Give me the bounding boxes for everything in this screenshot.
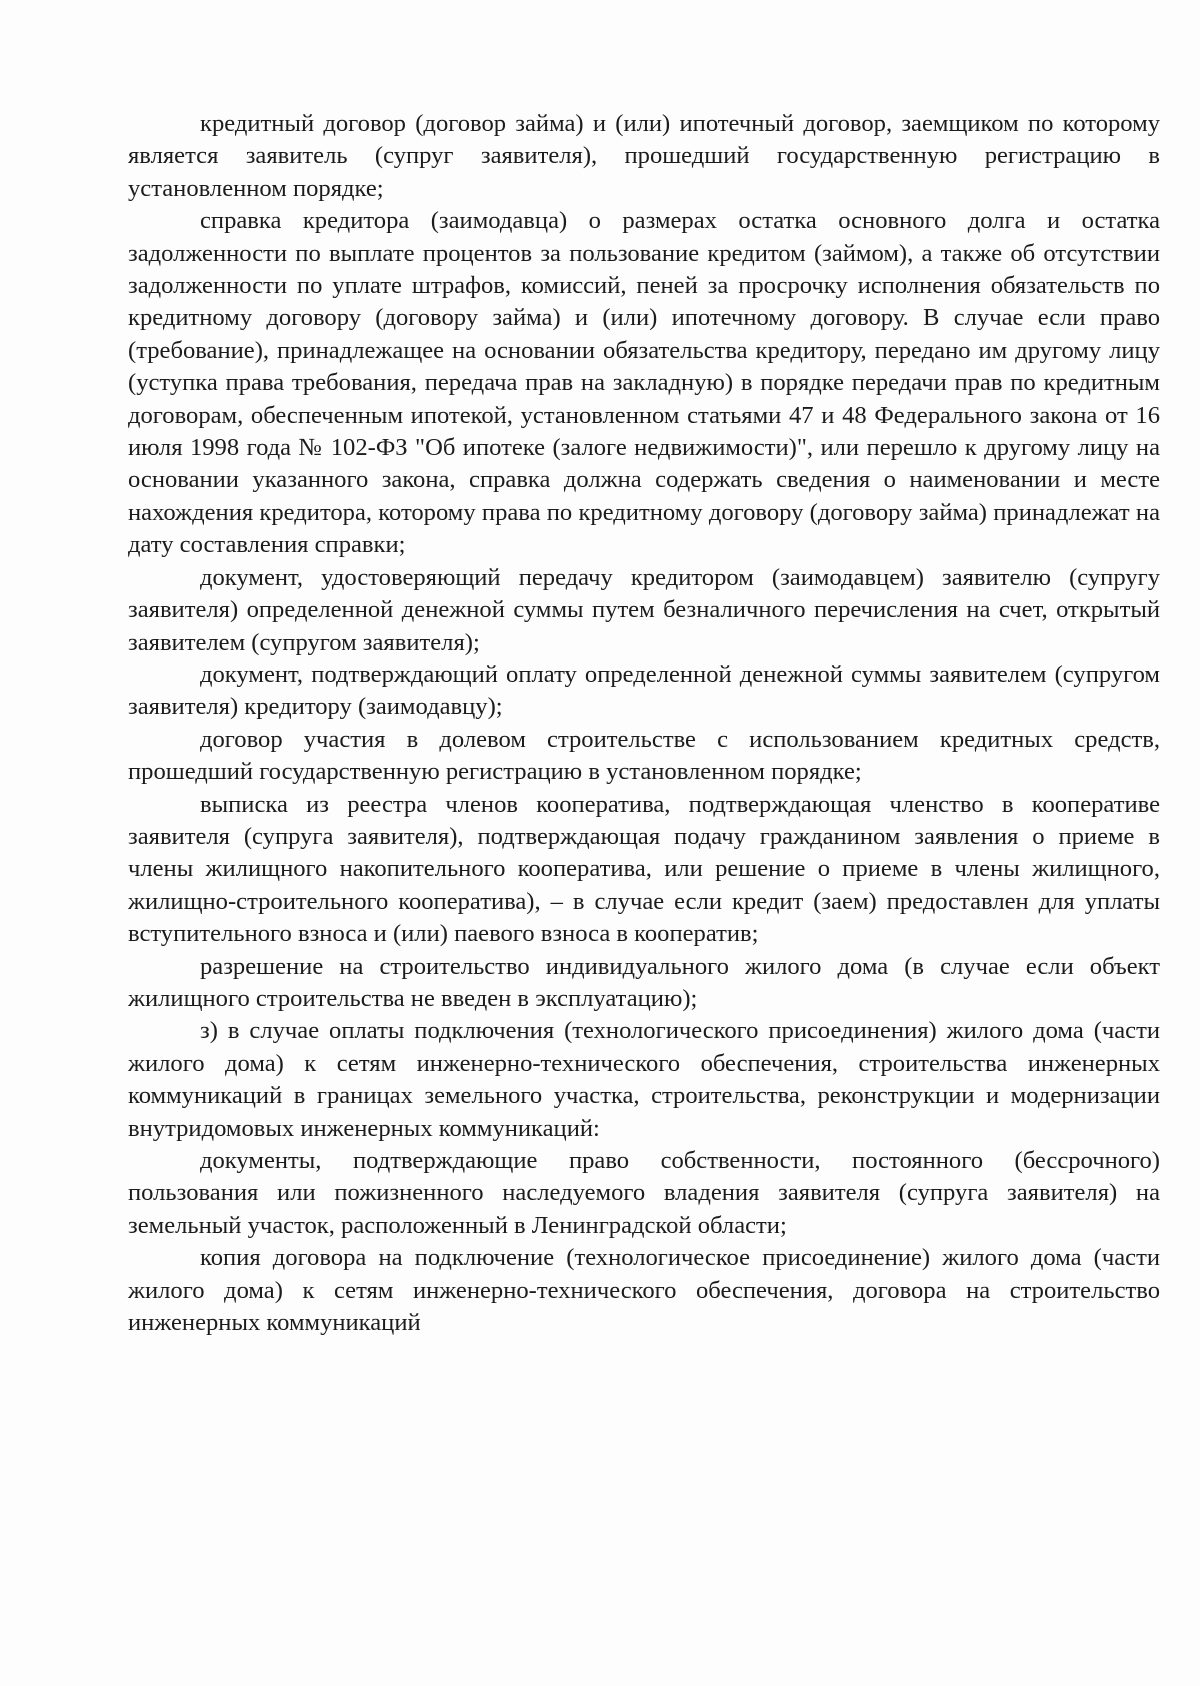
paragraph-construction-permit: разрешение на строительство индивидуального жилого дома (в случае если объект жилищного строительства не введен в эксплуатацию); xyxy=(128,952,1160,1012)
paragraph-creditor-certificate: справка кредитора (заимодавца) о размерах остатка основного долга и остатка задолженности по выплате процентов за пользование кредитом (займом), а также об отсутствии задолженности по уплате штрафов, комиссий, пеней за просрочку исполнения обязательств по кредитному договору (договору займа) и (или) ипотечному договору. В случае если право (требование), принадлежащее на основании обязательства кредитору, передано им другому лицу (уступка права требования, передача прав на закладную) в порядке передачи прав по кредитным договорам, обеспеченным ипотекой, установленном статьями 47 и 48 Федерального закона от 16 июля 1998 года № 102-ФЗ "Об ипотеке (залоге недвижимости)", или перешло к другому лицу на основании указанного закона, справка должна содержать сведения о наименовании и месте нахождения кредитора, которому права по кредитному договору (договору займа) принадлежат на дату составления справки; xyxy=(128,207,1160,559)
paragraph-cooperative-extract: выписка из реестра членов кооператива, подтверждающая членство в кооперативе заявителя (супруга заявителя), подтверждающая подачу гражданином заявления о приеме в члены жилищного накопительного кооператива, или решение о приеме в члены жилищного, жилищно-строительного кооператива), – в случае если кредит (заем) предоставлен для уплаты вступительного взноса и (или) паевого взноса в кооператив; xyxy=(128,790,1160,948)
paragraph-shared-construction: договор участия в долевом строительстве с использованием кредитных средств, прошедший государственную регистрацию в установленном порядке; xyxy=(128,725,1160,786)
document-body xyxy=(128,108,1160,1339)
paragraph-item-z: з) в случае оплаты подключения (технологического присоединения) жилого дома (части жилого дома) к сетям инженерно-технического обеспечения, строительства инженерных коммуникаций в границах земельного участка, строительства, реконструкции и модернизации внутридомовых инженерных коммуникаций: xyxy=(128,1017,1160,1142)
paragraph-connection-contract: копия договора на подключение (технологическое присоединение) жилого дома (части жилого дома) к сетям инженерно-технического обеспечения, договора на строительство инженерных коммуникаций xyxy=(128,1244,1160,1337)
paragraph-land-rights: документы, подтверждающие право собственности, постоянного (бессрочного) пользования или пожизненного наследуемого владения заявителя (супруга заявителя) на земельный участок, расположенный в Ленинградской области; xyxy=(128,1147,1160,1239)
paragraph-loan-agreement: кредитный договор (договор займа) и (или) ипотечный договор, заемщиком по которому является заявитель (супруг заявителя), прошедший государственную регистрацию в установленном порядке; xyxy=(128,110,1160,202)
paragraph-payment-document: документ, подтверждающий оплату определенной денежной суммы заявителем (супругом заявителя) кредитору (заимодавцу); xyxy=(128,660,1160,721)
paragraph-transfer-document: документ, удостоверяющий передачу кредитором (заимодавцем) заявителю (супругу заявителя) определенной денежной суммы путем безналичного перечисления на счет, открытый заявителем (супругом заявителя); xyxy=(128,563,1160,656)
